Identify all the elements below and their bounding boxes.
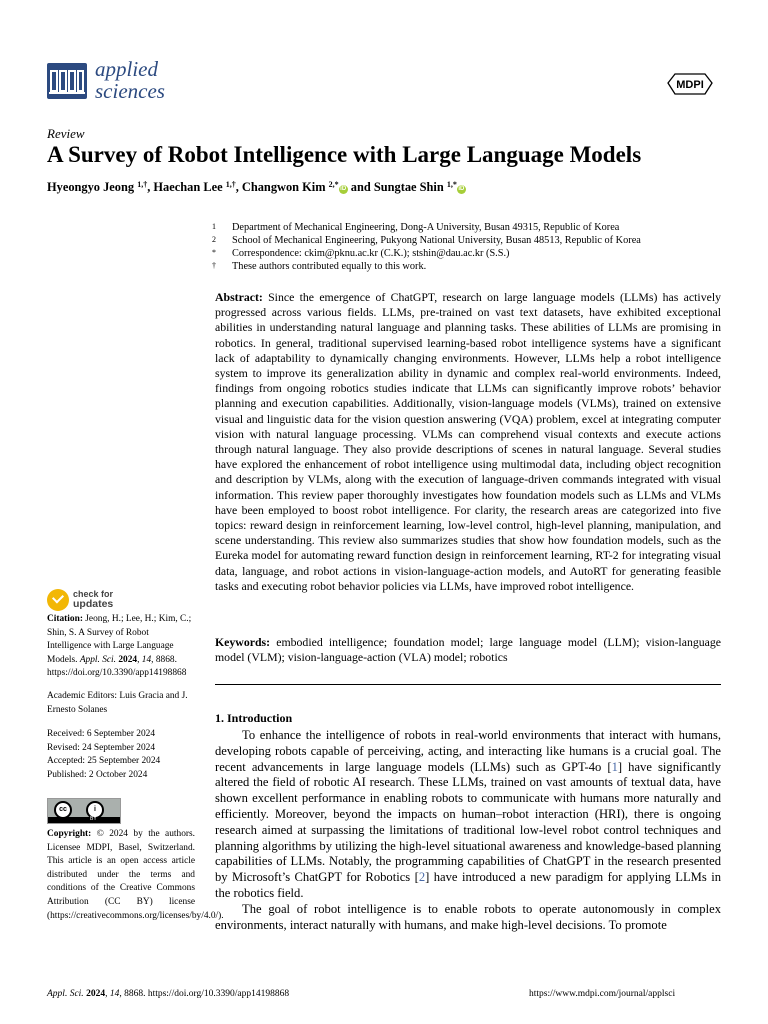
footer-doi[interactable]: , 8868. https://doi.org/10.3390/app14198868 <box>119 989 290 999</box>
citation-text: Jeong, H.; Lee, H.; Kim, C.; Shin, S. A Survey of Robot Intelligence with Large Language Models. <box>47 614 192 665</box>
journal-logo-icon <box>47 63 87 99</box>
publisher-name: MDPI <box>676 79 704 91</box>
reference-link[interactable]: 2 <box>418 870 426 885</box>
check-line2: updates <box>73 598 114 610</box>
academic-editors: Academic Editors: Luis Gracia and J. Ernesto Solanes <box>47 691 188 715</box>
publication-dates <box>47 728 195 782</box>
author-marks: 1,* <box>446 180 457 189</box>
check-line1: check for <box>73 589 114 599</box>
footer-citation: Appl. Sci. 2024, 14, 8868. https://doi.org/10.3390/app14198868 <box>47 989 290 999</box>
article-type: Review <box>47 126 85 141</box>
author-marks: 1,† <box>225 180 236 189</box>
abstract <box>215 290 721 594</box>
citation-block: Citation: Jeong, H.; Lee, H.; Kim, C.; Shin, S. A Survey of Robot Intelligence with Large Language Models. Appl. Sci. 2024, 14, 8868. https://doi.org/10.3390/app14198868 <box>47 614 192 679</box>
check-for-updates-button[interactable] <box>47 589 167 613</box>
checkmark-icon <box>47 589 69 611</box>
abstract-text: Since the emergence of ChatGPT, research on large language models (LLMs) has actively progressed across various fields. LLMs, pre-trained on vast text datasets, have exhibited exceptional abilities in understanding natural language and planning tasks. These abilities of LLMs are promising in robotics. In general, traditional supervised learning-based robot intelligence systems have a significant lack of adaptability to dynamically changing environments. However, LLMs help a robot intelligence system to improve its generalization ability in dynamic and complex real-world environments. Indeed, findings from ongoing robotics studies indicate that LLMs can significantly improve robots’ behavior planning and execution capabilities. Additionally, vision-language models (VLMs), trained on extensive visual and linguistic data for the vision question answering (VQA) problem, excel at integrating computer vision with natural language processing. VLMs can comprehend visual contexts and execute actions through natural language. They also provide descriptions of scenes in natural language. Several studies have explored the enhancement of robot intelligence using multimodal data, including object recognition and description by VLMs, along with the execution of language-driven commands integrated with visual information. This review paper thoroughly investigates how foundation models such as LLMs and VLMs have been employed to boost robot intelligence. For clarity, the research areas are categorized into five topics: reward design in reinforcement learning, low-level control, high-level planning, manipulation, and scene understanding. This review also summarizes studies that show how foundation models, such as the Eureka model for automating reward function design in reinforcement learning, RT-2 for integrating visual data, language, and robot actions in vision-language-action models, and AutoRT for generating feasible tasks and executing robot behavior policies via LLMs, have improved robot intelligence. <box>215 290 722 593</box>
correspondence-item <box>212 247 732 260</box>
footer-year: 2024 <box>86 989 106 999</box>
copyright-notice <box>47 828 224 923</box>
check-for-updates-label <box>73 589 113 609</box>
paragraph: The goal of robot intelligence is to enable robots to operate autonomously in complex environments, interact naturally with humans, and make high-level decisions. To promote <box>215 901 721 932</box>
citation-journal: Appl. Sci. <box>79 654 117 665</box>
equal-contribution-note <box>212 260 732 273</box>
mdpi-logo-icon <box>665 71 715 97</box>
journal-name <box>95 58 165 102</box>
keywords-label: Keywords: <box>215 635 271 649</box>
date-revised: Revised: 24 September 2024 <box>47 742 156 753</box>
date-accepted: Accepted: 25 September 2024 <box>47 756 161 767</box>
paragraph-text: ] have introduced a new paradigm for applying LLMs in the robotics field. <box>215 870 721 900</box>
affiliation-mark: 1 <box>212 222 216 231</box>
journal-name-line1: applied <box>95 57 158 81</box>
paragraph-text: ] have significantly altered the field of robotic AI research. These LLMs, trained on vast amounts of textual data, have shown excellent performance in enabling robots to communicate with humans more naturally and efficiently. Moreover, beyond the impacts on human–robot interaction (HRI), there is ongoing research aimed at surpassing the limitations of traditional low-level robot control techniques and planning algorithms by utilizing the high-level situational awareness and knowledge-based planning capabilities of LLMs. Notably, the programming capabilities of ChatGPT in the research presented by Microsoft’s ChatGPT for Robotics [ <box>215 759 721 885</box>
affiliation-item <box>212 234 732 247</box>
affiliation-mark: * <box>212 248 216 257</box>
date-received: Received: 6 September 2024 <box>47 729 156 739</box>
author-name: Hyeongyo Jeong <box>47 180 135 194</box>
paragraph-text: To enhance the intelligence of robots in real-world environments that interact with humans, developing robots capable of perceiving, acting, and interacting like humans is a crucial goal. The recent advancements in large language models (LLMs) such as GPT-4o [ <box>215 728 721 774</box>
paragraph <box>215 728 721 902</box>
keywords-text: embodied intelligence; foundation model; large language model (LLM); vision-language model (VLM); vision-language-action (VLA) model; robotics <box>215 635 722 665</box>
reference-link[interactable]: 1 <box>611 759 618 774</box>
affiliation-mark: † <box>212 261 216 270</box>
orcid-icon[interactable]: iD <box>340 186 347 192</box>
affiliation-text: School of Mechanical Engineering, Pukyong National University, Busan 48513, Republic of Korea <box>232 235 641 246</box>
orcid-icon[interactable]: iD <box>458 186 465 192</box>
copyright-text: © 2024 by the authors. Licensee MDPI, Basel, Switzerland. This article is an open access article distributed under the terms and conditions of the Creative Commons Attribution (CC BY) license (https://creativecommons.org/licenses/by/4.0/). <box>47 829 224 921</box>
footer-journal: Appl. Sci. <box>47 989 84 999</box>
author-marks: 2,* <box>328 180 339 189</box>
footer-volume: 14 <box>109 989 120 999</box>
cc-by-license-icon[interactable] <box>47 798 121 824</box>
affiliation-item <box>212 221 732 234</box>
paper-title: A Survey of Robot Intelligence with Large Language Models <box>47 142 642 167</box>
attribution-icon: i <box>86 801 104 819</box>
copyright-label: Copyright: <box>47 829 92 839</box>
introduction-body <box>215 728 721 933</box>
author-list: Hyeongyo Jeong $^{1,\dagger}$, Haechan Lee $^{1,\dagger}$, Changwon Kim $^{2,*}$ iD and Sungtae Shin $^{1,*}$ iD <box>47 180 465 194</box>
citation-year: 2024 <box>118 654 138 665</box>
date-published: Published: 2 October 2024 <box>47 769 148 780</box>
keywords <box>215 635 721 665</box>
affiliations <box>212 221 732 273</box>
journal-name-line2: sciences <box>95 79 165 103</box>
section-divider <box>215 684 721 685</box>
citation-doi[interactable]: , 8868. https://doi.org/10.3390/app14198868 <box>47 654 187 679</box>
affiliation-text: Department of Mechanical Engineering, Dong-A University, Busan 49315, Republic of Korea <box>232 222 620 233</box>
footer-journal-url[interactable]: https://www.mdpi.com/journal/applsci <box>529 989 676 999</box>
citation-volume: 14 <box>141 654 152 665</box>
author-name: Haechan Lee <box>153 180 223 194</box>
section-heading: 1. Introduction <box>215 711 293 725</box>
affiliation-text: Correspondence: ckim@pknu.ac.kr (C.K.); stshin@dau.ac.kr (S.S.) <box>232 248 510 259</box>
citation-label: Citation: <box>47 614 83 624</box>
abstract-label: Abstract: <box>215 290 263 304</box>
author-name: Changwon Kim <box>241 180 326 194</box>
author-marks: 1,† <box>137 180 148 189</box>
cc-icon: cc <box>54 801 72 819</box>
affiliation-mark: 2 <box>212 235 216 244</box>
affiliation-text: These authors contributed equally to this work. <box>232 261 427 272</box>
cc-by-label: BY <box>90 816 97 822</box>
author-name: Sungtae Shin <box>373 180 444 194</box>
